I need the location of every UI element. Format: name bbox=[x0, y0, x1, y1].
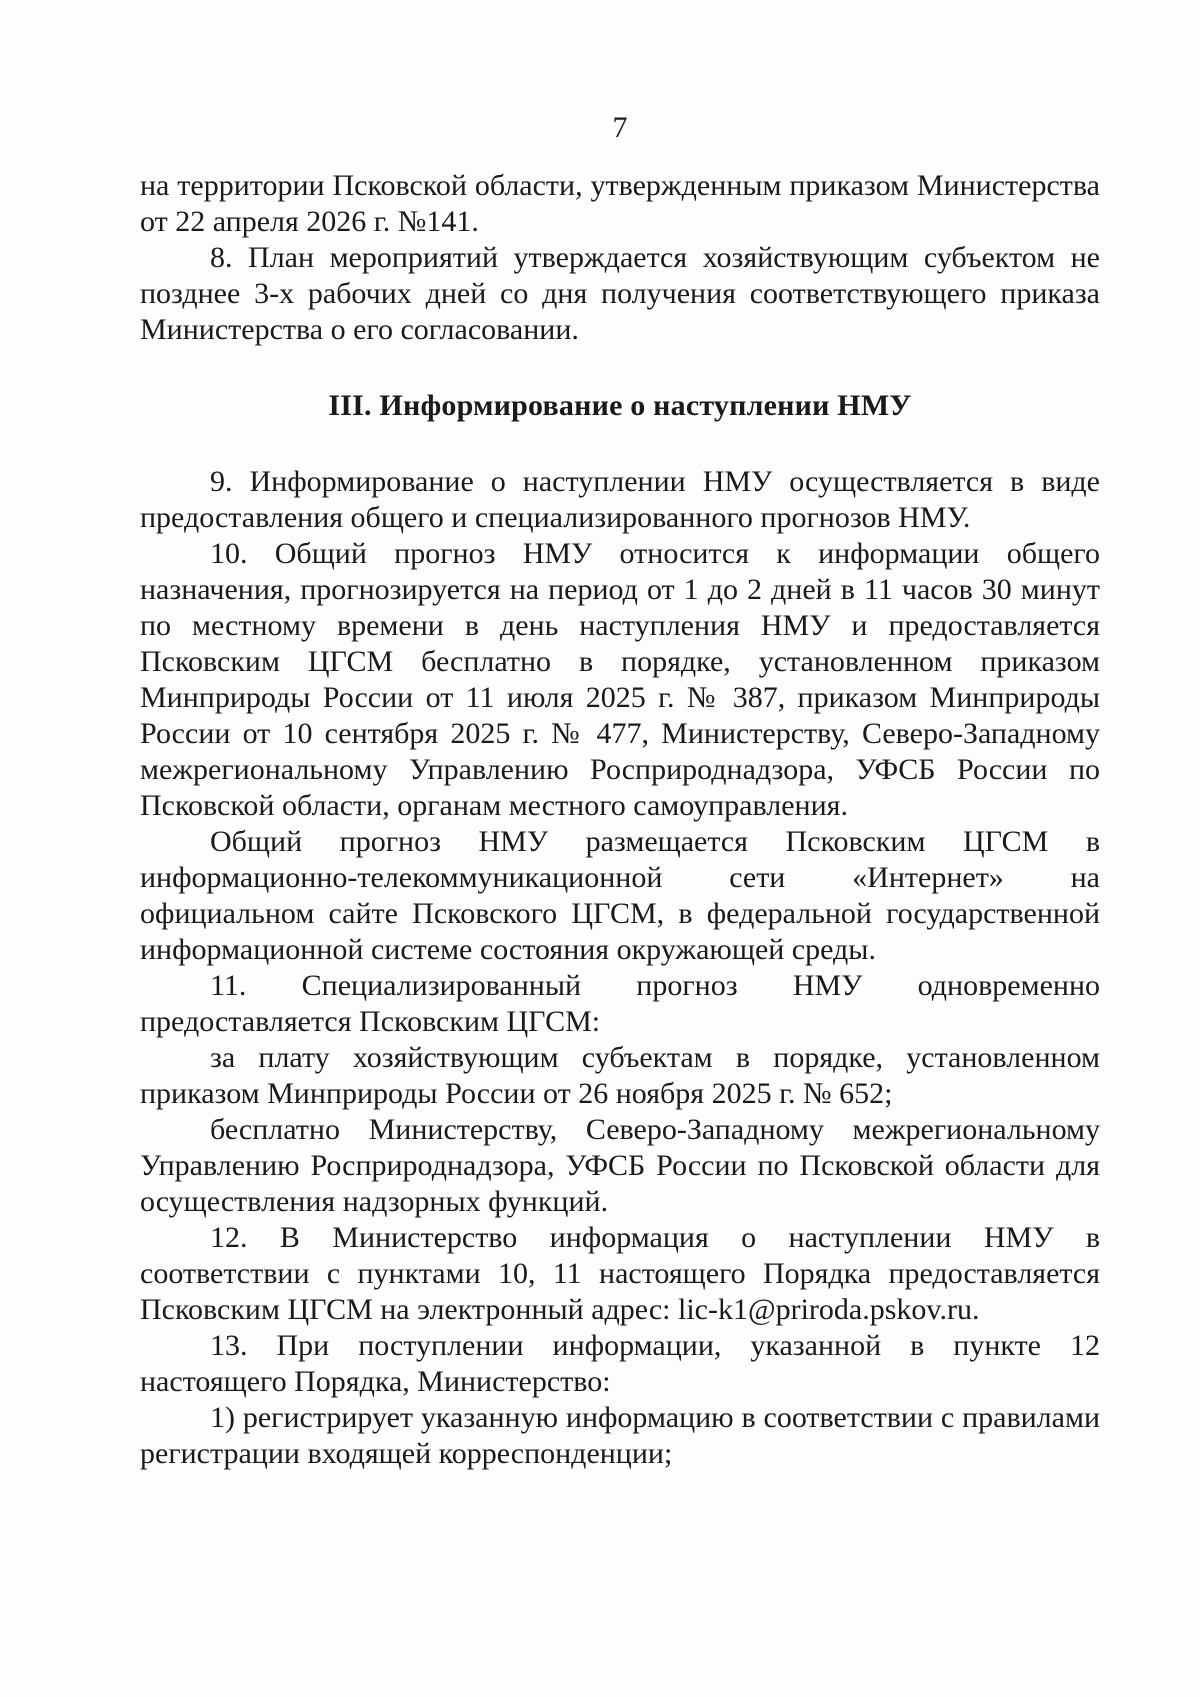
paragraph-13-1: 1) регистрирует указанную информацию в соответствии с правилами регистрации входящей корреспонденции; bbox=[140, 1401, 1100, 1470]
section-heading: III. Информирование о наступлении НМУ bbox=[328, 389, 912, 422]
paragraph-13: 13. При поступлении информации, указанной в пункте 12 настоящего Порядка, Министерство: bbox=[140, 1329, 1100, 1398]
paragraph-10-b: Общий прогноз НМУ размещается Псковским ЦГСМ в информационно-телекоммуникационной сети «Интернет» на официальном сайте Псковского ЦГСМ, в федеральной государственной информационной системе состояния окружающей среды. bbox=[140, 825, 1100, 966]
paragraph-9: 9. Информирование о наступлении НМУ осуществляется в виде предоставления общего и специализированного прогнозов НМУ. bbox=[140, 465, 1100, 534]
document-body bbox=[140, 168, 1100, 1472]
paragraph-continuation: на территории Псковской области, утвержденным приказом Министерства от 22 апреля 2026 г. №141. bbox=[140, 169, 1100, 238]
paragraph-11-a: за плату хозяйствующим субъектам в порядке, установленном приказом Минприроды России от 26 ноября 2025 г. № 652; bbox=[140, 1041, 1100, 1110]
page-number: 7 bbox=[612, 111, 628, 144]
paragraph-12: 12. В Министерство информация о наступлении НМУ в соответствии с пунктами 10, 11 настоящего Порядка предоставляется Псковским ЦГСМ на электронный адрес: lic-k1@priroda.pskov.ru. bbox=[140, 1221, 1100, 1326]
paragraph-11-b: бесплатно Министерству, Северо-Западному межрегиональному Управлению Росприроднадзора, УФСБ России по Псковской области для осуществления надзорных функций. bbox=[140, 1113, 1100, 1218]
paragraph-10: 10. Общий прогноз НМУ относится к информации общего назначения, прогнозируется на период от 1 до 2 дней в 11 часов 30 минут по местному времени в день наступления НМУ и предоставляется Псковским ЦГСМ бесплатно в порядке, установленном приказом Минприроды России от 11 июля 2025 г. № 387, приказом Минприроды России от 10 сентября 2025 г. № 477, Министерству, Северо-Западному межрегиональному Управлению Росприроднадзора, УФСБ России по Псковской области, органам местного самоуправления. bbox=[140, 537, 1100, 822]
paragraph-8: 8. План мероприятий утверждается хозяйствующим субъектом не позднее 3-х рабочих дней со дня получения соответствующего приказа Министерства о его согласовании. bbox=[140, 241, 1100, 346]
paragraph-11: 11. Специализированный прогноз НМУ одновременно предоставляется Псковским ЦГСМ: bbox=[140, 969, 1100, 1038]
